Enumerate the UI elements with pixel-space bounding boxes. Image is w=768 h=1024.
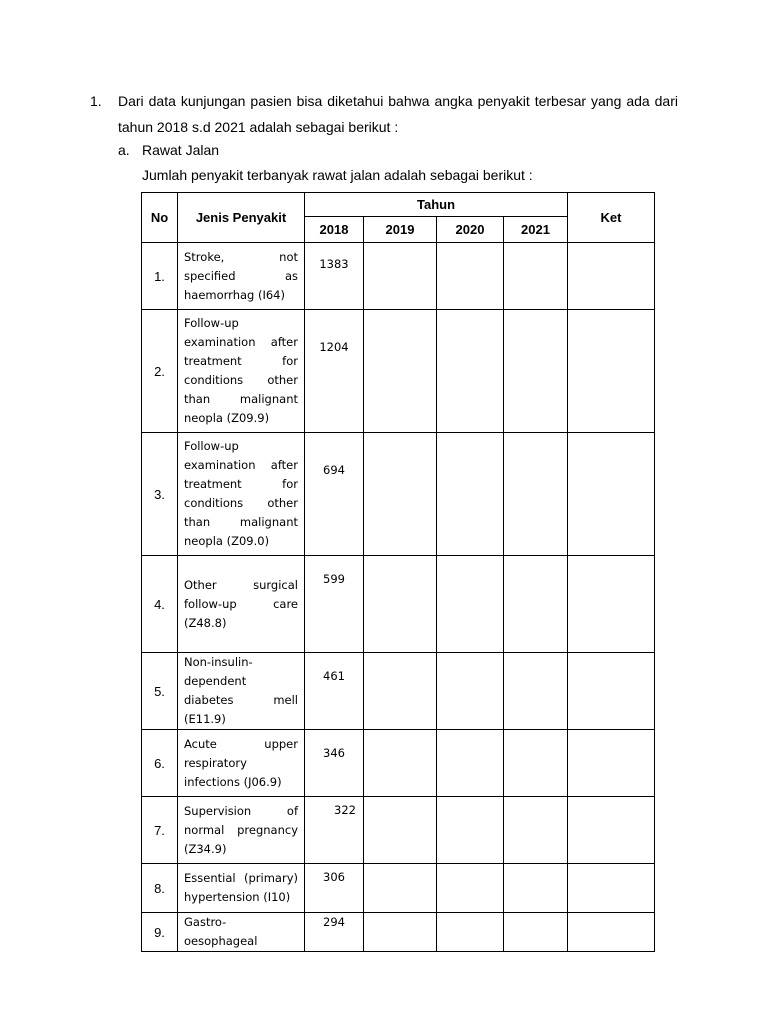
section-label: a.: [118, 142, 130, 158]
value-2019-text: [364, 556, 436, 572]
table-row: [142, 864, 655, 913]
note-cell-text: [568, 913, 654, 915]
value-2019-text: [364, 433, 436, 463]
value-2020-text: [437, 243, 503, 257]
value-2020: [437, 797, 504, 864]
note-cell-text: [568, 556, 654, 572]
value-2021-text: [504, 797, 567, 803]
disease-name: [178, 433, 305, 556]
note-cell-text: [568, 797, 654, 803]
note-cell: [568, 797, 655, 864]
disease-name: [178, 556, 305, 653]
value-2021-text: [504, 243, 567, 257]
table-row: [142, 730, 655, 797]
value-2018-text: 599: [323, 572, 345, 586]
row-number: [142, 243, 178, 310]
disease-name: [178, 864, 305, 913]
value-2020-text: [437, 310, 503, 340]
value-2021-text: [504, 556, 567, 572]
value-2020: [437, 243, 504, 310]
value-2021: [504, 797, 568, 864]
row-number-text: 8.: [154, 880, 165, 896]
disease-name: [178, 797, 305, 864]
value-2020-text: [437, 730, 503, 746]
value-2019: [364, 556, 437, 653]
value-2020: [437, 913, 504, 952]
intro-line-1: Dari data kunjungan pasien bisa diketahui bahwa angka penyakit terbesar yang ada dari: [118, 93, 678, 109]
value-2018: [305, 797, 364, 864]
table-row: [142, 310, 655, 433]
header-2020: 2020: [437, 217, 504, 243]
value-2021-text: [504, 730, 567, 746]
section-title: Rawat Jalan: [142, 142, 220, 158]
value-2019-text: [364, 653, 436, 669]
note-cell-text: [568, 730, 654, 746]
value-2019: [364, 653, 437, 730]
table-row: [142, 556, 655, 653]
value-2020-text: [437, 913, 503, 915]
row-number-text: 6.: [154, 755, 165, 771]
value-2019: [364, 797, 437, 864]
value-2020: [437, 433, 504, 556]
value-2018-text: 294: [323, 915, 345, 929]
disease-name: [178, 913, 305, 952]
value-2018: [305, 913, 364, 952]
disease-name-text: Other surgical follow-up care (Z48.8): [184, 577, 298, 630]
value-2021-text: [504, 913, 567, 915]
table-body: [142, 243, 655, 952]
list-number: 1.: [90, 93, 102, 109]
value-2018-text: 694: [323, 463, 345, 477]
row-number: [142, 433, 178, 556]
value-2018: [305, 653, 364, 730]
value-2021: [504, 433, 568, 556]
disease-name-text: Non-insulin-dependent diabetes mell (E11.9): [184, 655, 298, 726]
note-cell-text: [568, 310, 654, 340]
intro-line-2: tahun 2018 s.d 2021 adalah sebagai berikut :: [118, 119, 399, 135]
row-number: [142, 913, 178, 952]
note-cell: [568, 243, 655, 310]
disease-name-text: Follow-up examination after treatment for conditions other than malignant neopla (Z09.9): [184, 316, 298, 425]
value-2018: [305, 730, 364, 797]
value-2020: [437, 310, 504, 433]
value-2018-text: 306: [323, 870, 345, 884]
table-row: [142, 913, 655, 952]
disease-name-text: Follow-up examination after treatment for conditions other than malignant neopla (Z09.0): [184, 439, 298, 548]
value-2018: [305, 433, 364, 556]
value-2019-text: [364, 730, 436, 746]
header-2018: 2018: [305, 217, 364, 243]
value-2019-text: [364, 864, 436, 870]
header-year-group: Tahun: [305, 193, 568, 217]
value-2018: [305, 864, 364, 913]
disease-name-text: Supervision of normal pregnancy (Z34.9): [184, 803, 298, 856]
value-2021-text: [504, 864, 567, 870]
value-2018: [305, 556, 364, 653]
table-row: [142, 797, 655, 864]
header-no: No: [142, 193, 178, 243]
row-number: [142, 864, 178, 913]
header-2021: 2021: [504, 217, 568, 243]
note-cell: [568, 653, 655, 730]
disease-name: [178, 730, 305, 797]
value-2021: [504, 913, 568, 952]
value-2020-text: [437, 797, 503, 803]
note-cell-text: [568, 653, 654, 669]
disease-name-text: Stroke, not specified as haemorrhag (I64): [184, 249, 298, 302]
row-number: [142, 310, 178, 433]
note-cell: [568, 556, 655, 653]
table-row: [142, 433, 655, 556]
value-2018-text: 1383: [319, 257, 349, 271]
value-2020: [437, 730, 504, 797]
row-number: [142, 797, 178, 864]
note-cell-text: [568, 433, 654, 463]
header-disease: Jenis Penyakit: [178, 193, 305, 243]
value-2018-text: 346: [323, 746, 345, 760]
row-number: [142, 556, 178, 653]
note-cell: [568, 730, 655, 797]
value-2019: [364, 730, 437, 797]
row-number-text: 1.: [154, 268, 165, 284]
note-cell: [568, 864, 655, 913]
value-2019-text: [364, 310, 436, 340]
value-2018: [305, 243, 364, 310]
value-2021-text: [504, 433, 567, 463]
value-2020-text: [437, 864, 503, 870]
note-cell: [568, 913, 655, 952]
note-cell: [568, 310, 655, 433]
value-2019: [364, 433, 437, 556]
disease-name-text: Gastro-oesophageal: [184, 915, 258, 948]
row-number-text: 9.: [154, 924, 165, 940]
header-2019: 2019: [364, 217, 437, 243]
value-2020-text: [437, 653, 503, 669]
value-2019: [364, 913, 437, 952]
value-2019: [364, 310, 437, 433]
disease-name-text: Acute upper respiratory infections (J06.9): [184, 736, 298, 789]
row-number-text: 4.: [154, 596, 165, 612]
row-number-text: 2.: [154, 363, 165, 379]
value-2018-text: 461: [323, 669, 345, 683]
value-2019-text: [364, 797, 436, 803]
value-2018-text: 1204: [319, 340, 349, 354]
value-2018: [305, 310, 364, 433]
value-2021: [504, 310, 568, 433]
header-note: Ket: [568, 193, 655, 243]
table-row: [142, 653, 655, 730]
value-2021-text: [504, 653, 567, 669]
disease-name: [178, 243, 305, 310]
value-2019: [364, 864, 437, 913]
value-2021: [504, 556, 568, 653]
table-intro: Jumlah penyakit terbanyak rawat jalan adalah sebagai berikut :: [142, 167, 533, 183]
note-cell: [568, 433, 655, 556]
row-number: [142, 730, 178, 797]
value-2021: [504, 730, 568, 797]
value-2019-text: [364, 913, 436, 915]
value-2021: [504, 243, 568, 310]
row-number-text: 5.: [154, 683, 165, 699]
note-cell-text: [568, 864, 654, 870]
disease-table: [141, 192, 655, 952]
row-number-text: 7.: [154, 822, 165, 838]
value-2020: [437, 653, 504, 730]
value-2020-text: [437, 556, 503, 572]
disease-name-text: Essential (primary) hypertension (I10): [184, 871, 298, 904]
value-2019: [364, 243, 437, 310]
value-2021: [504, 864, 568, 913]
value-2020: [437, 556, 504, 653]
table-row: [142, 243, 655, 310]
value-2018-text: 322: [334, 803, 356, 817]
value-2019-text: [364, 243, 436, 257]
row-number: [142, 653, 178, 730]
disease-name: [178, 310, 305, 433]
value-2021-text: [504, 310, 567, 340]
disease-name: [178, 653, 305, 730]
value-2020-text: [437, 433, 503, 463]
row-number-text: 3.: [154, 486, 165, 502]
value-2020: [437, 864, 504, 913]
note-cell-text: [568, 243, 654, 257]
value-2021: [504, 653, 568, 730]
